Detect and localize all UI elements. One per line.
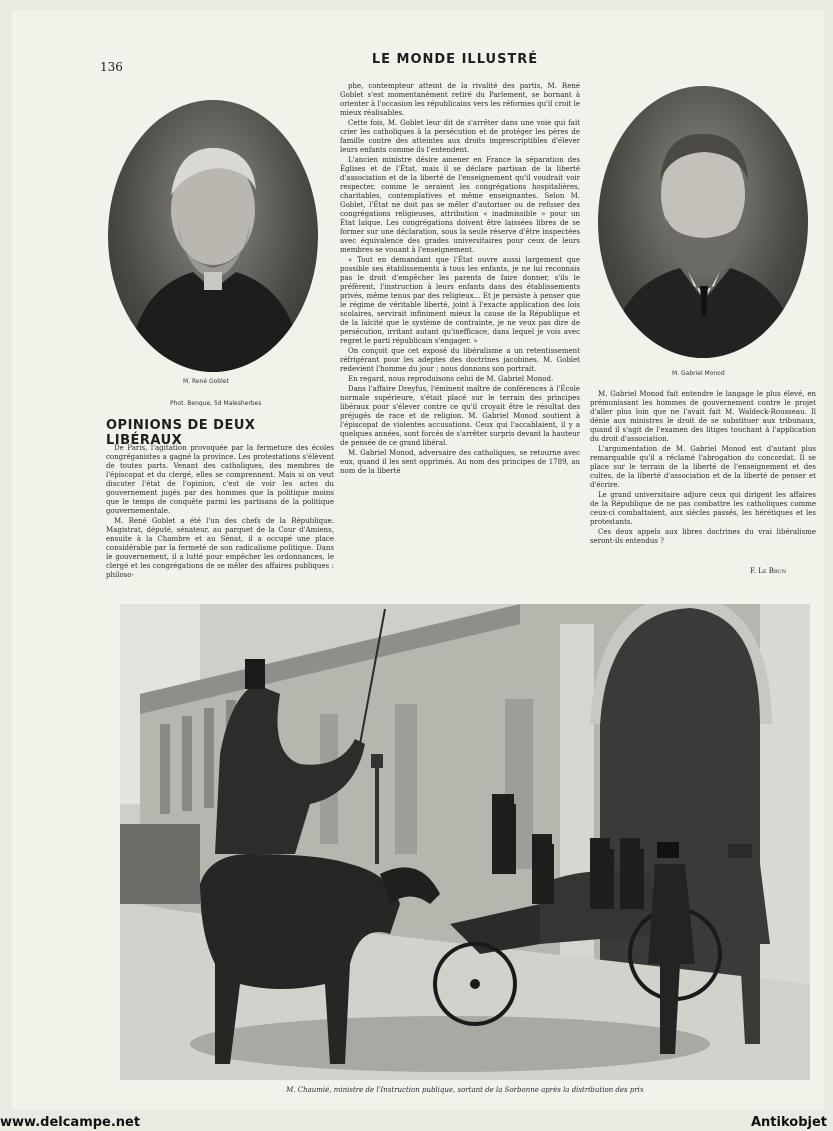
article-signature: F. Le Brun bbox=[750, 567, 787, 575]
portrait-rene-goblet-image bbox=[108, 100, 318, 372]
article-paragraph: L'ancien ministre désire amener en France la séparation des Églises et de l'État, mais il se déclare partisan de la liberté d'association et de la liberté de l'enseignement qu'il voudrait voir respecter, comme le seraient les congrégations hospitalières, charitables, contemplatives et même enseignantes. Selon M. Goblet, l'État ne doit pas se mêler d'autoriser ou de refuser des congrégations religieuses, attribution « inadmissible » pour un État laïque. Les congrégations doivent être laissées libres de se former sur une déclaration, sous la seule réserve d'être inspectées avec équivalence des grades universitaires pour ceux de leurs membres se vouant à l'enseignement. bbox=[340, 156, 580, 254]
article-paragraph: Ces deux appels aux libres doctrines du vrai libéralisme seront-ils entendus ? bbox=[590, 528, 816, 545]
article-paragraph: En regard, nous reproduisons celui de M. Gabriel Monod. bbox=[348, 375, 554, 383]
portrait-gabriel-monod-image bbox=[598, 86, 808, 358]
article-paragraph: Cette fois, M. Goblet leur dit de s'arrêter dans une voie qui fait crier les catholiques à la persécution et de protéger les pères de famille contre des atteintes aux droits imprescriptibles d'élever leurs enfants comme ils l'entendent. bbox=[340, 119, 580, 154]
article-paragraph: M. René Goblet a été l'un des chefs de la République. Magistrat, député, sénateur, au parquet de la Cour d'Amiens, ensuite à la Chambre et au Sénat, il a occupé une place considérable par la fermeté de son radicalisme politique. Dans le gouvernement, il a lutté pour empêcher les ordonnances, le clergé et les congrégations de se mêler des affaires publiques : philoso- bbox=[106, 517, 334, 579]
article-paragraph: Le grand universitaire adjure ceux qui dirigent les affaires de la République de ne pas combattre les catholiques comme ceux-ci combattaient, aux siècles passés, les hérétiques et les protestants. bbox=[590, 491, 816, 526]
portrait-rene-goblet bbox=[108, 100, 318, 372]
article-column-2 bbox=[340, 82, 580, 588]
footer-source-left: www.delcampe.net bbox=[0, 1115, 141, 1130]
sorbonne-scene bbox=[120, 604, 810, 1080]
page-number: 136 bbox=[100, 60, 123, 74]
article-column-3 bbox=[590, 390, 816, 560]
article-paragraph: M. Gabriel Monod, adversaire des catholiques, se retourne avec eux, quand il les sent opprimés. Au nom des principes de 1789, au nom de la liberté bbox=[340, 449, 580, 475]
article-paragraph: De Paris, l'agitation provoquée par la fermeture des écoles congréganistes a gagné la province. Les protestations s'élèvent de toutes parts. Venant des catholiques, des membres de l'épiscopat et du clergé, elles se comprennent. Mais si on veut discuter l'état de l'opinion, c'est de voir les actes du gouvernement jugés par des hommes que la politique moins que le temps de conquête parmi les partisans de la politique gouvernementale. bbox=[106, 444, 334, 515]
portrait-right-caption: M. Gabriel Monod bbox=[672, 370, 725, 377]
photo-caption: M. Chaumié, ministre de l'Instruction publique, sortant de la Sorbonne après la distribution des prix bbox=[286, 1086, 644, 1094]
journal-title: LE MONDE ILLUSTRÉ bbox=[371, 52, 539, 67]
article-paragraph: M. Gabriel Monod fait entendre le langage le plus élevé, en prémunissant les hommes de gouvernement contre le projet d'aller plus loin que ne l'avait fait M. Waldeck-Rousseau. Il dénie aux ministres le droit de se substituer aux tribunaux, quand il s'agit de l'examen des litiges touchant à l'application du droit d'association. bbox=[590, 390, 816, 443]
footer-source-right: Antikobjet bbox=[750, 1115, 827, 1130]
article-paragraph: Dans l'affaire Dreyfus, l'éminent maître de conférences à l'École normale supérieure, s'était placé sur le terrain des principes libéraux pour s'élever contre ce qu'il croyait être le résultat des préjugés de race et de religion. M. Gabriel Monod soutient à l'épiscopat de violentes accusations. Ceux qui l'accablaient, il y a quelques années, sont forcés de s'arrêter surpris devant la hauteur de pensée de ce grand libéral. bbox=[340, 385, 580, 447]
article-headline: OPINIONS DE DEUX LIBÉRAUX bbox=[106, 418, 256, 448]
portrait-gabriel-monod bbox=[598, 86, 808, 358]
portrait-left-caption: M. René Goblet bbox=[183, 378, 229, 385]
article-paragraph: On conçoit que cet exposé du libéralisme a un retentissement réfrigérant pour les adeptes des doctrines jacobines. M. Goblet redevient l'homme du jour ; nous donnons son portrait. bbox=[340, 347, 580, 373]
article-column-1 bbox=[106, 444, 334, 590]
article-paragraph: L'argumentation de M. Gabriel Monod est d'autant plus remarquable qu'il a réclamé l'abrogation du concordat. Il se place sur le terrain de la liberté de l'enseignement et des cultes, de la liberté d'association et de la liberté de penser et d'écrire. bbox=[590, 445, 816, 489]
sorbonne-photograph bbox=[120, 604, 810, 1080]
portrait-left-credit: Phot. Benque, 5d Malesherbes bbox=[170, 400, 262, 407]
article-paragraph: « Tout en demandant que l'État ouvre aussi largement que possible ses établissements à tous les enfants, je ne lui reconnais pas le droit d'empêcher les parents de faire donner, s'ils le préfèrent, l'instruction à leurs enfants dans des établissements privés, même tenus par des religieux... Et je persiste à penser que le régime de véritable liberté, joint à l'exacte application des lois scolaires, servirait infiniment mieux la cause de la République et de la laïcité que le système de contrainte, je ne veux pas dire de persécution, irritant autant qu'inefficace, dans lequel je vois avec regret le parti républicain s'engager. » bbox=[340, 256, 580, 345]
article-paragraph: phe, contempteur atteint de la rivalité des partis, M. René Goblet s'est momentanément retiré du Parlement, se bornant à orienter à l'occasion les républicains vers les réformes qu'il croit le mieux réalisables. bbox=[340, 82, 580, 117]
